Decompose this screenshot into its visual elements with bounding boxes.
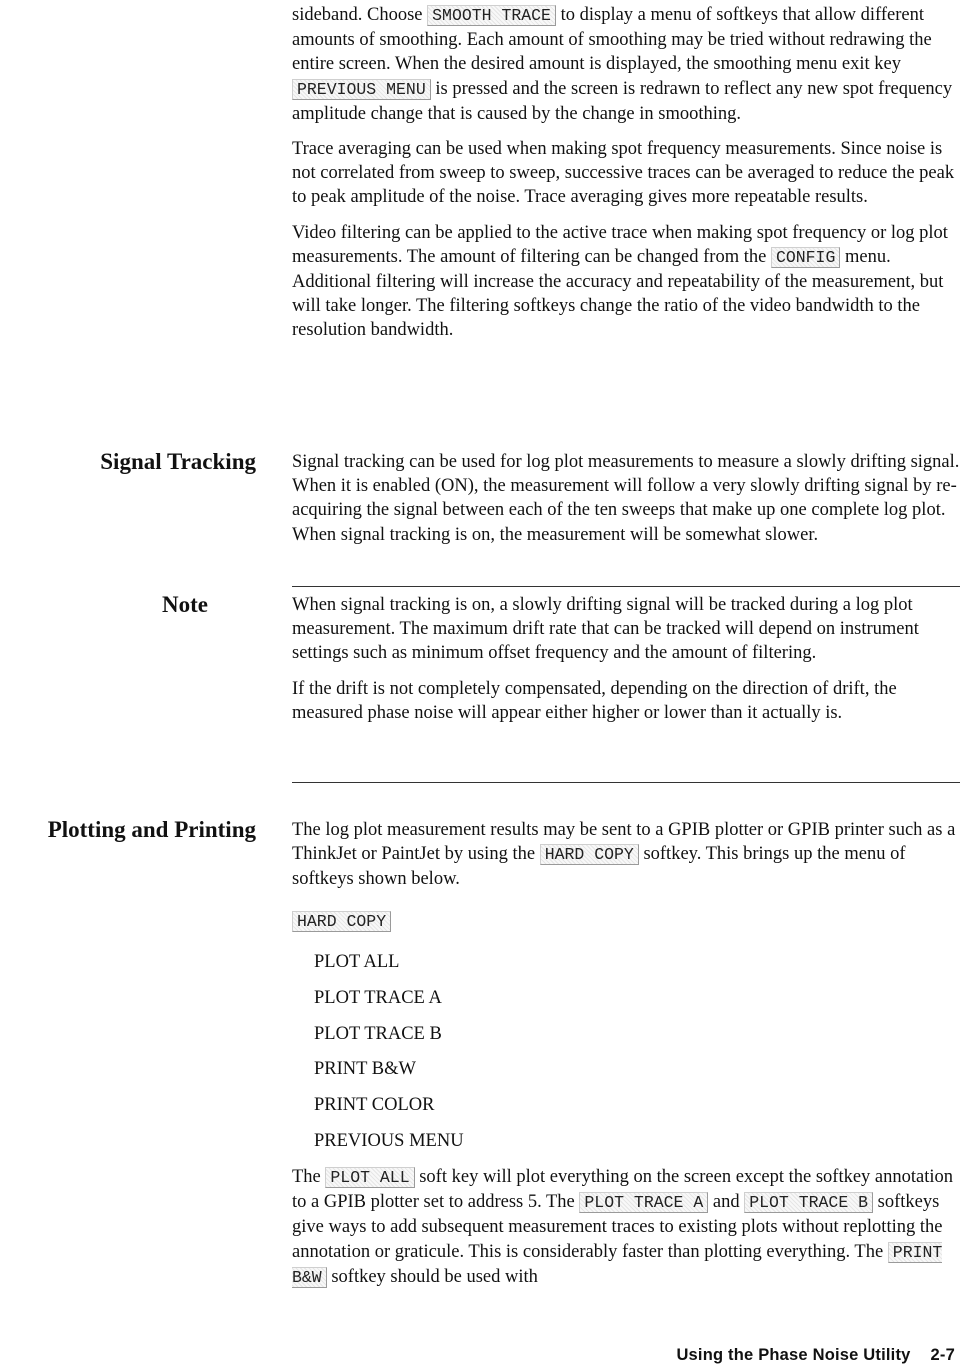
menu-item-plot-trace-a: PLOT TRACE A [314,988,442,1008]
plotting-section [292,818,960,892]
plot-all-softkey[interactable]: PLOT ALL [325,1167,414,1188]
menu-item-plot-trace-b: PLOT TRACE B [314,1024,442,1044]
hard-copy-paragraph: The log plot measurement results may be sent to a GPIB plotter or GPIB printer such as a ThinkJet or PaintJet by using the HARD COPY softkey. This brings up the menu of softkeys shown below. [292,820,956,890]
hard-copy-softkey[interactable]: HARD COPY [540,844,639,865]
note-section [292,593,960,725]
page-footer [676,1346,955,1365]
intro-section [292,3,960,343]
plot-trace-a-softkey[interactable]: PLOT TRACE A [579,1192,708,1213]
note-bottom-rule [292,782,960,783]
config-softkey[interactable]: CONFIG [771,247,840,268]
smoothing-paragraph: sideband. Choose SMOOTH TRACE to display a menu of softkeys that allow different amounts of smoothing. Each amount of smoothing may be tried without redrawing the entire screen. When the desired amount is displayed, the smoothing menu exit key PREVIOUS MENU is pressed and the screen is redrawn to reflect any new spot frequency amplitude change that is caused by the change in smoothing. [292,5,953,124]
note-heading: Note [162,592,208,617]
plot-trace-b-softkey[interactable]: PLOT TRACE B [744,1192,873,1213]
footer-page-number: 2-7 [930,1346,955,1364]
hard-copy-menu-key[interactable]: HARD COPY [292,911,391,932]
menu-item-plot-all: PLOT ALL [314,952,400,972]
menu-item-print-bw: PRINT B&W [314,1059,416,1079]
signal-tracking-section [292,450,960,547]
previous-menu-softkey[interactable]: PREVIOUS MENU [292,79,431,100]
smooth-trace-softkey[interactable]: SMOOTH TRACE [427,5,556,26]
plot-softkeys-section [292,1165,960,1290]
footer-chapter-title: Using the Phase Noise Utility [676,1346,911,1364]
hard-copy-menu [292,909,960,1151]
plot-softkeys-paragraph: The PLOT ALL soft key will plot everything on the screen except the softkey annotation to a GPIB plotter set to address 5. The PLOT TRACE A and PLOT TRACE B softkeys give ways to add subsequent measurement traces to existing plots without replotting the annotation or graticule. This is considerably faster than plotting everything. The PRINT B&W softkey should be used with [292,1167,954,1287]
note-top-rule [292,586,960,587]
menu-item-print-color: PRINT COLOR [314,1095,435,1115]
plotting-printing-heading: Plotting and Printing [47,817,256,842]
note-paragraph-2: If the drift is not completely compensated, depending on the direction of drift, the measured phase noise will appear either higher or lower than it actually is. [292,678,897,723]
note-paragraph-1: When signal tracking is on, a slowly drifting signal will be tracked during a log plot measurement. The maximum drift rate that can be tracked will depend on instrument settings such as minimum offset frequency and the amount of filtering. [292,595,919,664]
print-bw-softkey[interactable]: PRINT B&W [292,1242,943,1287]
video-filtering-paragraph: Video filtering can be applied to the active trace when making spot frequency or log plot measurements. The amount of filtering can be changed from the CONFIG menu. Additional filtering will increase the accuracy and repeatability of the measurement, but will take longer. The filtering softkeys change the ratio of the video bandwidth to the resolution bandwidth. [292,222,948,341]
trace-averaging-paragraph: Trace averaging can be used when making spot frequency measurements. Since noise is not correlated from sweep to sweep, successive traces can be averaged to reduce the peak to peak amplitude of the noise. Trace averaging gives more repeatable results. [292,139,955,208]
menu-item-previous-menu: PREVIOUS MENU [314,1131,464,1151]
signal-tracking-paragraph: Signal tracking can be used for log plot measurements to measure a slowly drifting signal. When it is enabled (ON), the measurement will follow a very slowly drifting signal by re-acquiring the signal between each of the ten sweeps that make up one complete log plot. When signal tracking is on, the measurement will be somewhat slower. [292,452,960,545]
signal-tracking-heading: Signal Tracking [100,449,256,474]
